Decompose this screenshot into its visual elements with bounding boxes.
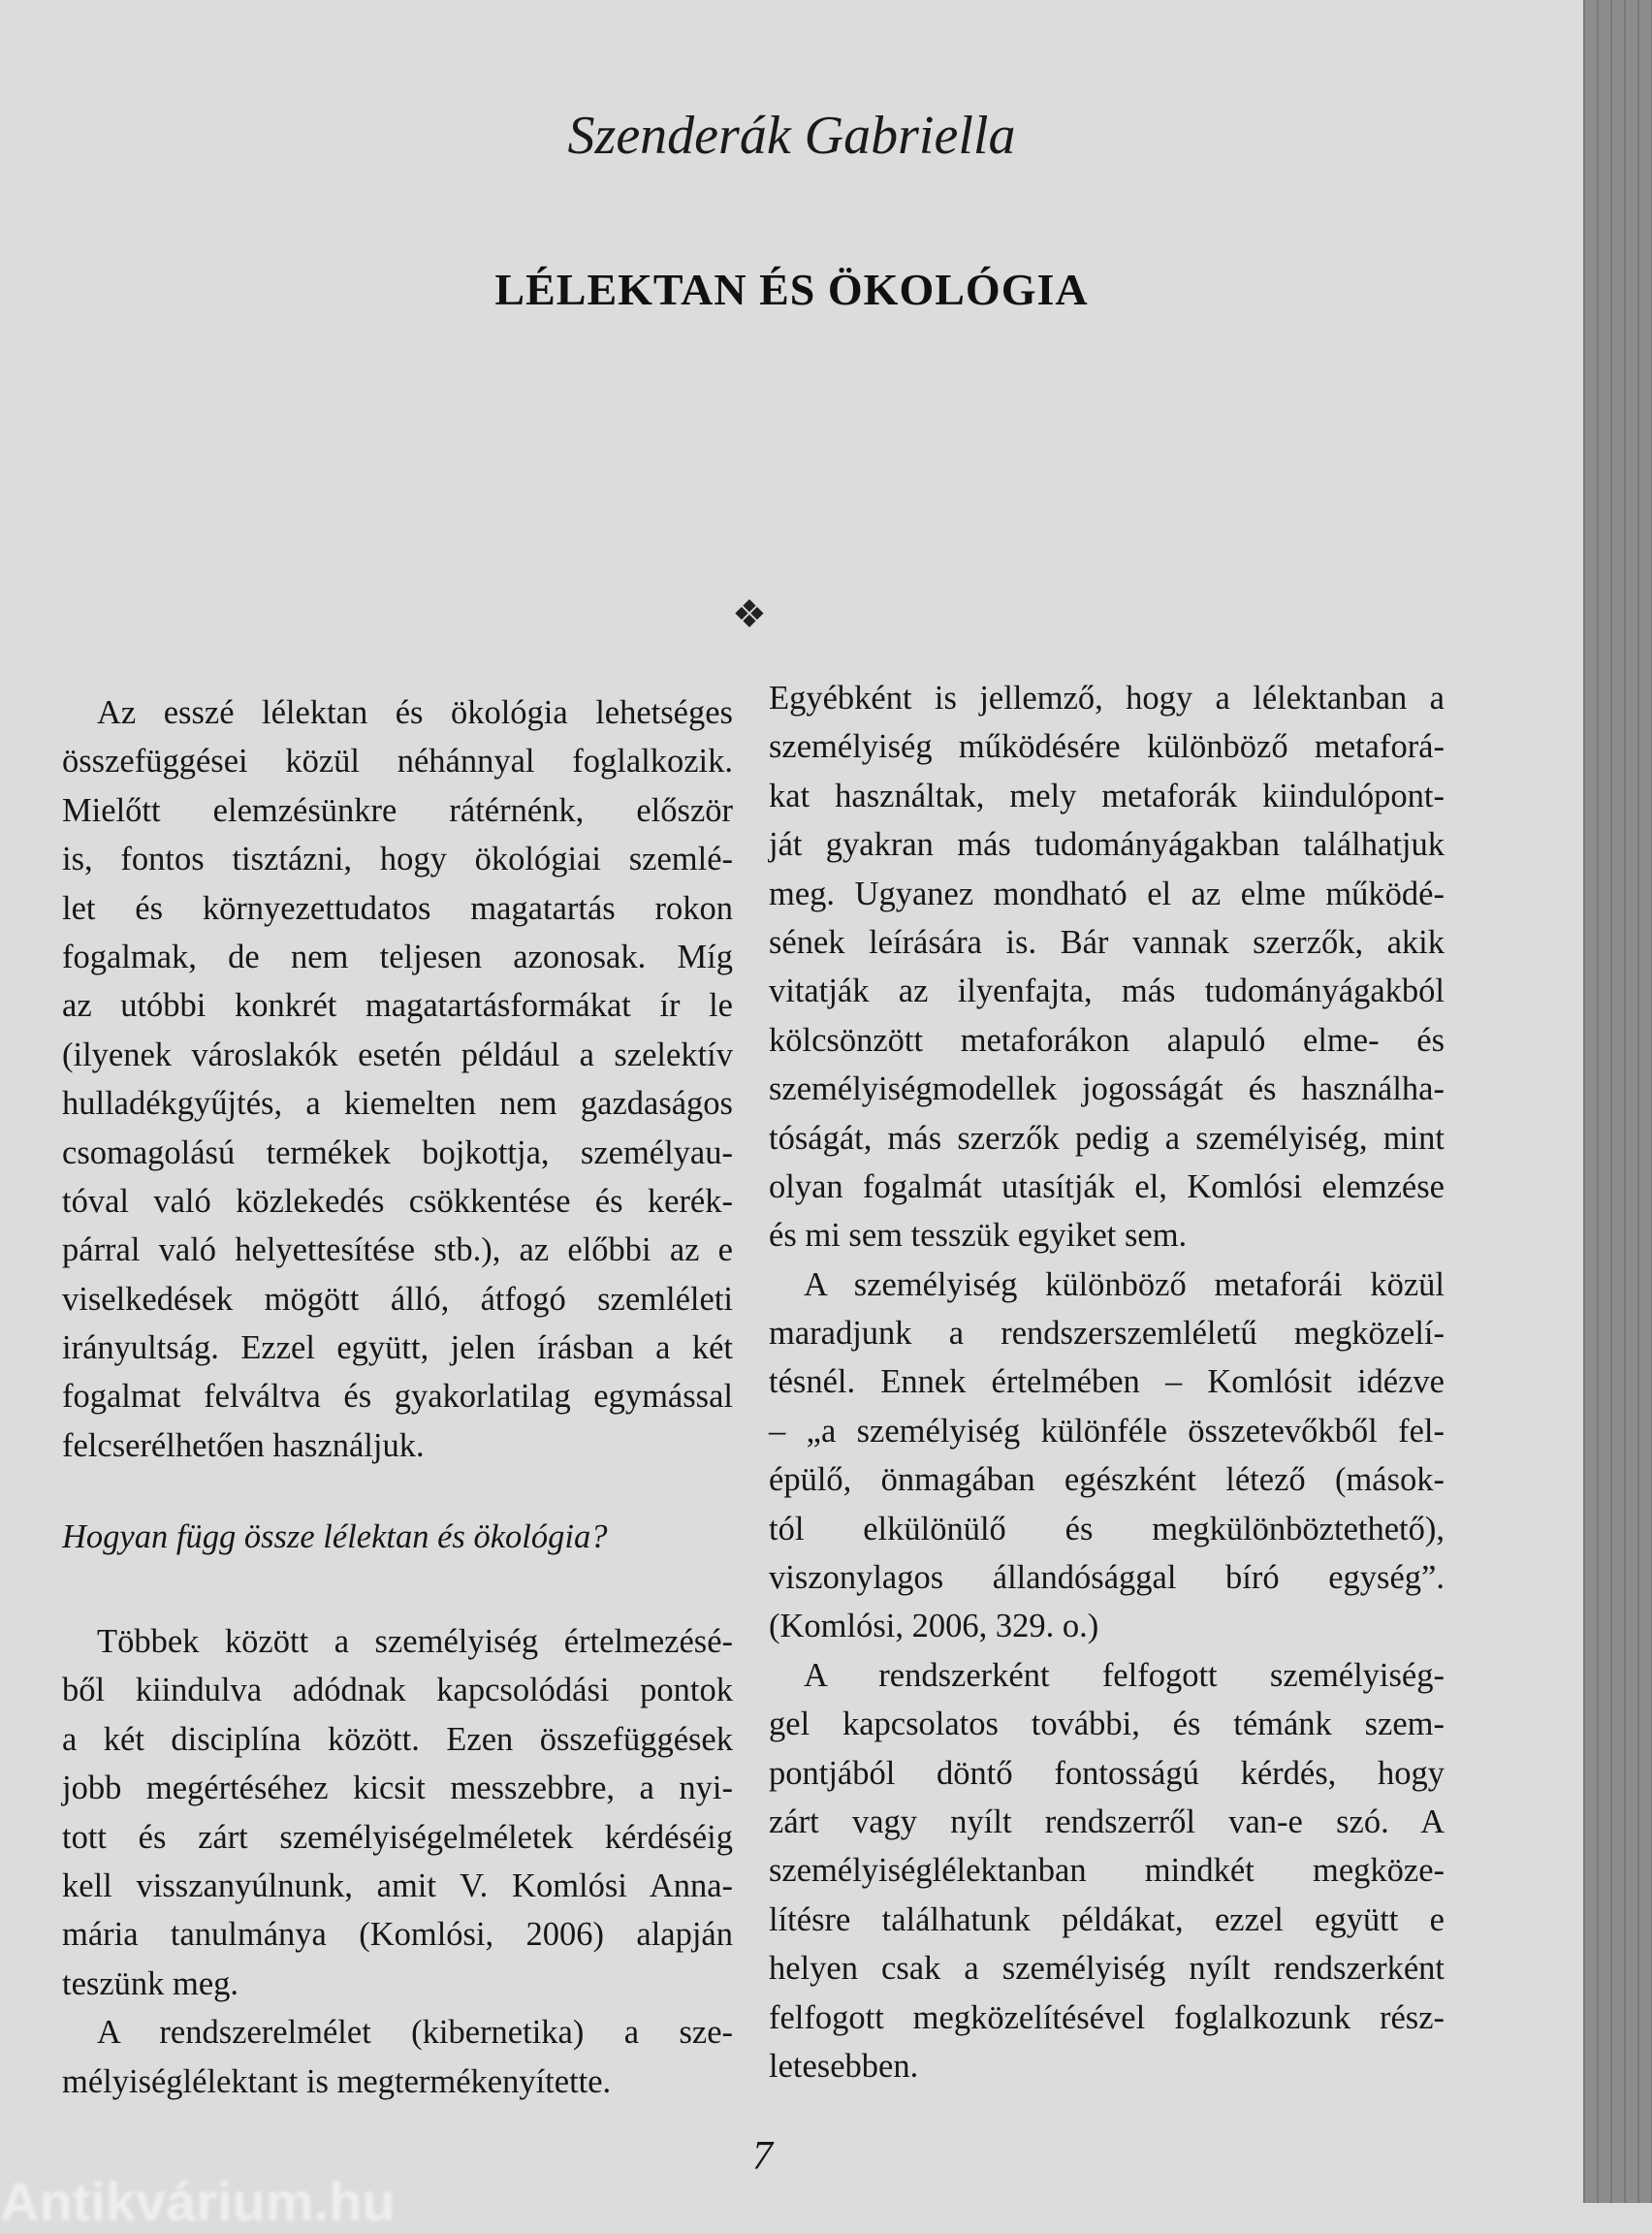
text-line: teszünk meg. bbox=[62, 1964, 239, 2002]
text-line: kat használtak, mely metaforák kiindulópont- bbox=[769, 777, 1445, 814]
text-line: összefüggései közül néhánnyal foglalkozik. bbox=[62, 743, 733, 781]
text-line: Többek között a személyiség értelmezésé- bbox=[97, 1623, 733, 1660]
text-line: és mi sem tesszük egyiket sem. bbox=[769, 1217, 1188, 1255]
text-line: Egyébként is jellemző, hogy a lélektanban a bbox=[769, 680, 1445, 717]
text-line: gel kapcsolatos további, és témánk szem- bbox=[769, 1706, 1445, 1743]
text-line: személyiség működésére különböző metaforá- bbox=[769, 728, 1445, 766]
text-line: tóval való közlekedés csökkentése és kerék- bbox=[62, 1182, 733, 1220]
text-line: (ilyenek városlakók esetén például a szelektív bbox=[62, 1036, 733, 1073]
text-line: kölcsönzött metaforákon alapuló elme- és bbox=[769, 1021, 1445, 1059]
text-line: sének leírására is. Bár vannak szerzők, akik bbox=[769, 923, 1445, 961]
left-column-intro bbox=[62, 688, 733, 1470]
ornament-icon: ❖ bbox=[732, 592, 767, 636]
text-line: (Komlósi, 2006, 329. o.) bbox=[769, 1608, 1099, 1645]
text-line: let és környezettudatos magatartás rokon bbox=[62, 889, 733, 927]
right-column bbox=[769, 674, 1445, 2090]
text-line: mélyiséglélektant is megtermékenyítette. bbox=[62, 2062, 612, 2100]
text-line: meg. Ugyanez mondható el az elme működé- bbox=[769, 875, 1445, 912]
text-line: ből kiindulva adódnak kapcsolódási pontok bbox=[62, 1672, 733, 1709]
text-line: irányultság. Ezzel együtt, jelen írásban a két bbox=[62, 1329, 733, 1367]
text-line: A rendszerként felfogott személyiség- bbox=[804, 1656, 1445, 1694]
text-line: személyiségmodellek jogosságát és használha- bbox=[769, 1070, 1445, 1108]
text-line: tott és zárt személyiségelméletek kérdéséig bbox=[62, 1818, 733, 1856]
text-line: viselkedések mögött álló, átfogó szemléleti bbox=[62, 1280, 733, 1318]
text-line: felcserélhetően használjuk. bbox=[62, 1426, 425, 1464]
text-line: tól elkülönülő és megkülönböztethető), bbox=[769, 1510, 1445, 1547]
text-line: felfogott megközelítésével foglalkozunk rész- bbox=[769, 1998, 1445, 2036]
text-line: fogalmak, de nem teljesen azonosak. Míg bbox=[62, 938, 733, 975]
text-line: maradjunk a rendszerszemléletű megközelí- bbox=[769, 1315, 1445, 1353]
watermark: Antikvárium.hu bbox=[0, 2171, 396, 2232]
text-line: jobb megértéséhez kicsit messzebbre, a nyi- bbox=[62, 1770, 733, 1807]
text-line: mária tanulmánya (Komlósi, 2006) alapján bbox=[62, 1916, 733, 1954]
page-edge-background bbox=[1583, 0, 1652, 2203]
page-number: 7 bbox=[752, 2134, 773, 2179]
text-line: személyiséglélektanban mindkét megköze- bbox=[769, 1852, 1445, 1890]
text-line: A személyiség különböző metaforái közül bbox=[804, 1265, 1445, 1303]
text-line: kell visszanyúlnunk, amit V. Komlósi Anna- bbox=[62, 1866, 733, 1904]
text-line: Az esszé lélektan és ökológia lehetséges bbox=[97, 694, 733, 731]
text-line: olyan fogalmát utasítják el, Komlósi elemzése bbox=[769, 1167, 1445, 1205]
text-line: ját gyakran más tudományágakban találhatjuk bbox=[769, 826, 1445, 864]
text-line: – „a személyiség különféle összetevőkből fel- bbox=[769, 1412, 1445, 1450]
text-line: tésnél. Ennek értelmében – Komlósit idézve bbox=[769, 1363, 1445, 1401]
text-line: zárt vagy nyílt rendszerről van-e szó. A bbox=[769, 1802, 1445, 1840]
section-heading: Hogyan függ össze lélektan és ökológia? bbox=[62, 1518, 608, 1555]
text-line: lítésre találhatunk példákat, ezzel együtt e bbox=[769, 1900, 1445, 1938]
left-column-body bbox=[62, 1617, 733, 2106]
text-line: viszonylagos állandósággal bíró egység”. bbox=[769, 1559, 1445, 1597]
text-line: fogalmat felváltva és gyakorlatilag egymással bbox=[62, 1378, 733, 1416]
text-line: helyen csak a személyiség nyílt rendszerként bbox=[769, 1950, 1445, 1988]
text-line: is, fontos tisztázni, hogy ökológiai szemlé- bbox=[62, 841, 733, 878]
text-line: a két disciplína között. Ezen összefüggések bbox=[62, 1720, 733, 1758]
text-line: pontjából döntő fontosságú kérdés, hogy bbox=[769, 1754, 1445, 1792]
text-line: letesebben. bbox=[769, 2047, 919, 2085]
chapter-title: LÉLEKTAN ÉS ÖKOLÓGIA bbox=[494, 265, 1089, 314]
text-line: épülő, önmagában egészként létező (mások- bbox=[769, 1461, 1445, 1499]
author-name: Szenderák Gabriella bbox=[567, 106, 1016, 166]
text-line: A rendszerelmélet (kibernetika) a sze- bbox=[97, 2014, 733, 2052]
text-line: tóságát, más szerzők pedig a személyiség, mint bbox=[769, 1119, 1445, 1157]
text-line: Mielőtt elemzésünkre rátérnénk, először bbox=[62, 791, 733, 829]
text-line: az utóbbi konkrét magatartásformákat ír le bbox=[62, 987, 733, 1025]
text-line: párral való helyettesítése stb.), az előbbi az e bbox=[62, 1231, 733, 1269]
text-line: csomagolású termékek bojkottja, személyau- bbox=[62, 1133, 733, 1171]
text-line: hulladékgyűjtés, a kiemelten nem gazdaságos bbox=[62, 1085, 733, 1123]
text-line: vitatják az ilyenfajta, más tudományágakból bbox=[769, 973, 1445, 1010]
